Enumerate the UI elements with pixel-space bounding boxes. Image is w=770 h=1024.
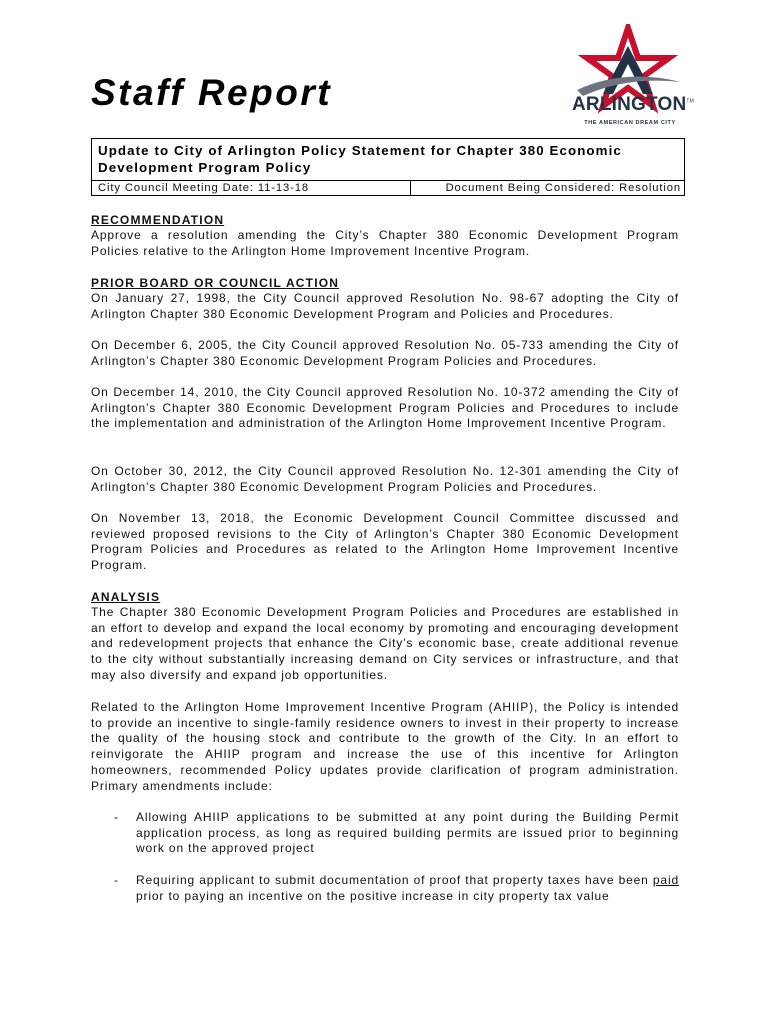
prior-action-paragraph: On October 30, 2012, the City Council approved Resolution No. 12-301 amending the City of Arlington’s Chapter 380 Economic Development Program Policies and Procedures. [91,464,679,494]
prior-action-heading: PRIOR BOARD OR COUNCIL ACTION [91,276,340,290]
amendment-bullet: Requiring applicant to submit documentation of proof that property taxes have been paid prior to paying an incentive on the positive increase in city property tax value [136,873,679,903]
prior-action-paragraph: On December 6, 2005, the City Council approved Resolution No. 05-733 amending the City of Arlington’s Chapter 380 Economic Development Program Policies and Procedures. [91,338,679,368]
analysis-heading: ANALYSIS [91,590,161,604]
prior-action-paragraph: On December 14, 2010, the City Council approved Resolution No. 10-372 amending the City of Arlington’s Chapter 380 Economic Development Program Policies and Procedures to include the implementation and administration of the Arlington Home Improvement Incentive Program. [91,385,679,431]
analysis-paragraph: The Chapter 380 Economic Development Program Policies and Procedures are established in an effort to develop and expand the local economy by promoting and encouraging development and redevelopment projects that enhance the City’s economic base, create additional revenue to the city without substantially increasing demand on City services or infrastructure, and that may also diversify and expand job opportunities. [91,605,679,682]
prior-action-paragraph: On January 27, 1998, the City Council approved Resolution No. 98-67 adopting the City of Arlington Chapter 380 Economic Development Program and Policies and Procedures. [91,291,679,321]
bullet-dash: - [114,873,118,887]
analysis-paragraph: Related to the Arlington Home Improvement Incentive Program (AHIIP), the Policy is intended to provide an incentive to single-family residence owners to invest in their property to increase the quality of the housing stock and contribute to the growth of the City. In an effort to reinvigorate the AHIIP program and increase the use of this incentive for Arlington homeowners, recommended Policy updates provide clarification of program administration. Primary amendments include: [91,700,679,793]
report-subject: Update to City of Arlington Policy Statement for Chapter 380 Economic Development Program Policy [98,143,622,175]
report-title: Staff Report [91,72,333,113]
logo-name: ARLINGTON™ [572,94,695,115]
logo-tagline: THE AMERICAN DREAM CITY [584,120,676,126]
prior-action-paragraph: On November 13, 2018, the Economic Development Council Committee discussed and reviewed proposed revisions to the City of Arlington’s Chapter 380 Economic Development Program Policies and Procedures as related to the Arlington Home Improvement Incentive Program. [91,511,679,573]
document-considered: Document Being Considered: Resolution [445,182,681,194]
underlined-word: paid [652,873,679,887]
recommendation-heading: RECOMMENDATION [91,213,225,227]
meeting-date: City Council Meeting Date: 11-13-18 [98,181,411,196]
bullet-dash: - [114,810,118,824]
recommendation-text: Approve a resolution amending the City’s Chapter 380 Economic Development Program Policies relative to the Arlington Home Improvement Incentive Program. [91,228,679,258]
amendment-bullet: Allowing AHIIP applications to be submitted at any point during the Building Permit application process, as long as required building permits are issued prior to beginning work on the approved project [136,810,679,856]
header-box [91,138,685,196]
header-meta-row [92,180,684,196]
